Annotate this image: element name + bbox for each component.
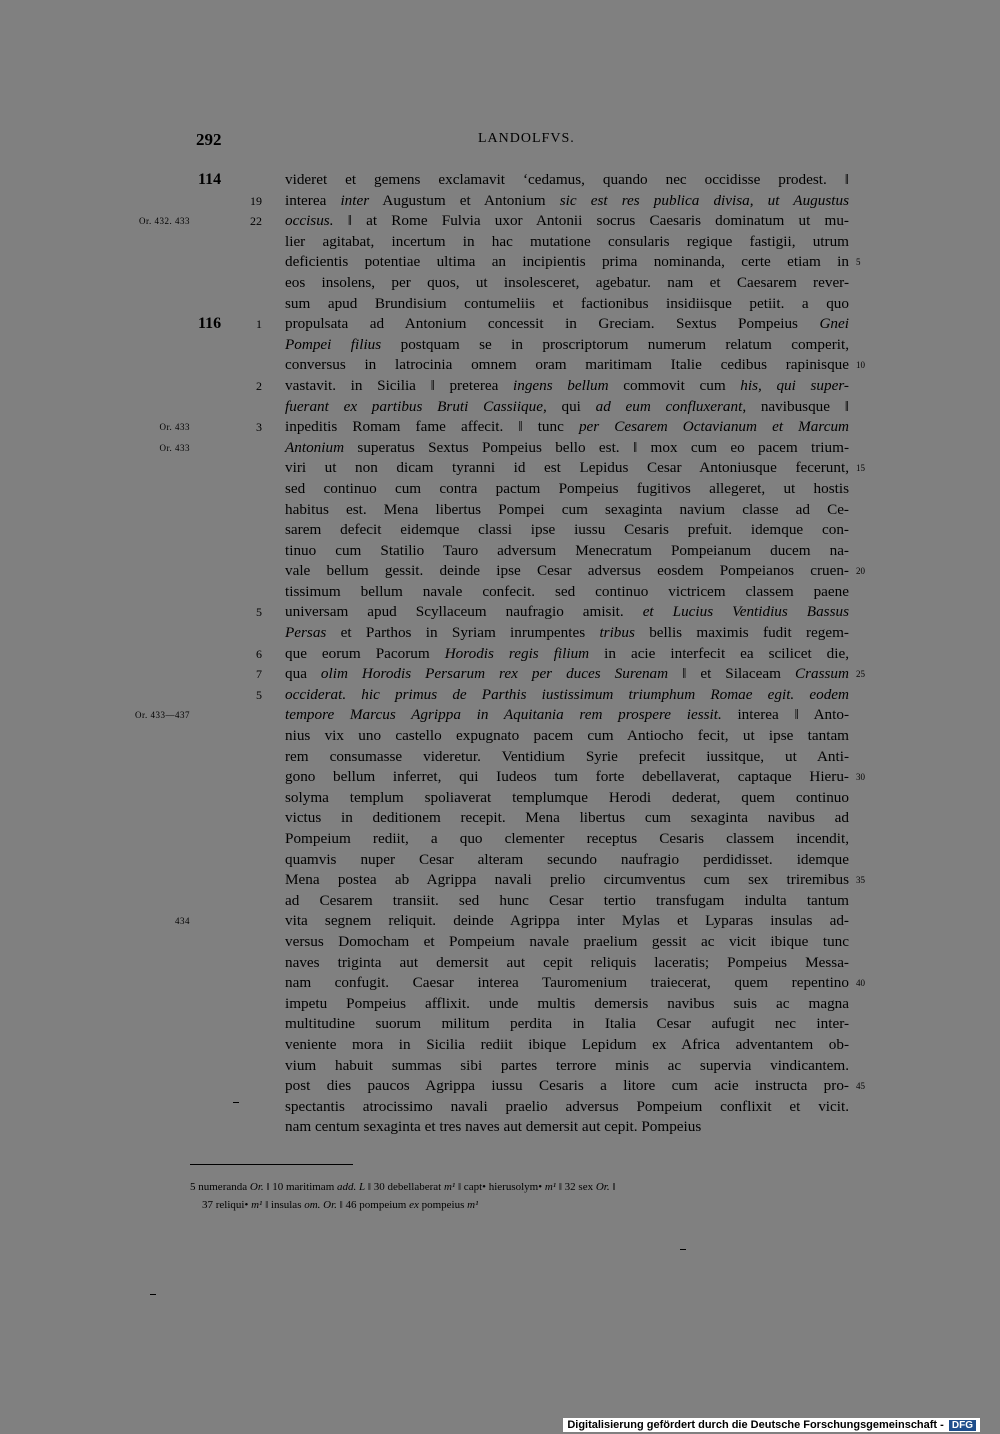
line-number: 40 [856, 978, 865, 989]
text-line [0, 232, 1000, 253]
line-text: fuerant ex partibus Bruti Cassiique, qui ad eum confluxerant, navibusque ‖ [285, 397, 849, 415]
line-text: propulsata ad Antonium concessit in Greciam. Sextus Pompeius Gnei [285, 315, 849, 333]
footnote-line: 37 reliqui• m¹ ‖ insulas om. Or. ‖ 46 pompeium ex pompeius m¹ [202, 1199, 479, 1211]
line-text: versus Domocham et Pompeium navale praelium gessit ac vicit ibique tunc [285, 932, 849, 950]
line-text: veniente mora in Sicilia rediit ibique Lepidum ex Africa adventantem ob- [285, 1035, 849, 1053]
line-number: 35 [856, 875, 865, 886]
text-line [0, 623, 1000, 644]
line-text: interea inter Augustum et Antonium sic est res publica divisa, ut Augustus [285, 191, 849, 209]
line-number: 5 [856, 257, 861, 268]
text-line [0, 252, 1000, 273]
text-line [0, 644, 1000, 665]
line-number: 20 [856, 566, 865, 577]
line-number: 10 [856, 360, 865, 371]
line-text: nam confugit. Caesar interea Tauromenium traiecerat, quem repentino [285, 974, 849, 992]
dfg-logo: DFG [949, 1420, 976, 1431]
line-text: impetu Pompeius afflixit. unde multis demersis navibus suis ac magna [285, 994, 849, 1012]
text-line [0, 458, 1000, 479]
text-line [0, 582, 1000, 603]
main-text [0, 170, 1000, 1138]
line-text: tissimum bellum navale confecit. sed continuo victricem classem paene [285, 582, 849, 600]
line-text: Pompei filius postquam se in proscriptorum numerum relatum comperit, [285, 335, 849, 353]
line-text: inpeditis Romam fame affecit. ‖ tunc per Cesarem Octavianum et Marcum [285, 418, 850, 436]
source-section-number: 2 [256, 378, 262, 393]
text-line [0, 1076, 1000, 1097]
line-text: vastavit. in Sicilia ‖ preterea ingens bellum commovit cum his, qui super- [285, 376, 849, 394]
footnote-rule [190, 1164, 353, 1165]
text-line [0, 314, 1000, 335]
line-text: rem consumasse videretur. Ventidium Syrie prefecit iussitque, ut Anti- [285, 747, 849, 765]
footer-text: Digitalisierung gefördert durch die Deutsche Forschungsgemeinschaft - [567, 1419, 944, 1431]
text-line [0, 1014, 1000, 1035]
line-text: occiderat. hic primus de Parthis iustissimum triumphum Romae egit. eodem [285, 685, 849, 703]
text-line [0, 541, 1000, 562]
line-text: qua olim Horodis Persarum rex per duces Surenam ‖ et Silaceam Crassum [285, 665, 849, 683]
text-line [0, 520, 1000, 541]
text-line [0, 788, 1000, 809]
margin-mark [150, 1294, 156, 1295]
line-text: tinuo cum Statilio Tauro adversum Menecratum Pompeianum ducem na- [285, 541, 849, 559]
text-line [0, 500, 1000, 521]
line-text: gono bellum inferret, qui Iudeos tum forte debellaverat, captaque Hieru- [285, 768, 849, 786]
line-text: vita segnem reliquit. deinde Agrippa inter Mylas et Lyparas insulas ad- [285, 912, 849, 930]
line-text: Mena postea ab Agrippa navali prelio circumventus cum sex triremibus [285, 871, 849, 889]
text-line [0, 397, 1000, 418]
orosius-reference: 434 [175, 916, 190, 927]
text-line [0, 273, 1000, 294]
source-section-number: 3 [256, 420, 262, 435]
sponsor-footer [563, 1418, 980, 1432]
text-line [0, 891, 1000, 912]
line-text: sum apud Brundisium contumeliis et factionibus insidiisque petiit. a quo [285, 294, 849, 312]
line-text: videret et gemens exclamavit ‘cedamus, quando nec occidisse prodest. ‖ [285, 171, 849, 188]
text-line [0, 602, 1000, 623]
text-line [0, 747, 1000, 768]
text-line [0, 191, 1000, 212]
line-text: ad Cesarem transiit. sed hunc Cesar tertio transfugam indulta tantum [285, 891, 849, 909]
line-text: deficientis potentiae ultima an incipientis prima nominanda, certe etiam in [285, 253, 849, 271]
text-line [0, 355, 1000, 376]
line-text: conversus in latrocinia omnem oram maritimam Italie cedibus rapinisque [285, 356, 849, 374]
line-number: 15 [856, 463, 865, 474]
text-line [0, 953, 1000, 974]
text-line [0, 1056, 1000, 1077]
source-section-number: 19 [250, 193, 262, 208]
line-text: solyma templum spoliaverat templumque Herodi dederat, quem continuo [285, 788, 849, 806]
orosius-reference: Or. 433—437 [135, 710, 190, 721]
line-text: universam apud Scyllaceum naufragio amisit. et Lucius Ventidius Bassus [285, 603, 849, 621]
margin-mark [233, 1102, 239, 1103]
line-text: victus in deditionem recepit. Mena libertus cum sexaginta navibus ad [285, 809, 849, 827]
line-text: Antonium superatus Sextus Pompeius bello est. ‖ mox cum eo pacem trium- [285, 438, 849, 456]
text-line [0, 973, 1000, 994]
source-section-number: 22 [250, 214, 262, 229]
running-title: LANDOLFVS. [478, 131, 575, 146]
line-text: que eorum Pacorum Horodis regis filium in acie interfecit ea scilicet die, [285, 644, 849, 662]
orosius-reference: Or. 433 [159, 422, 190, 433]
text-line [0, 870, 1000, 891]
source-section-number: 6 [256, 646, 262, 661]
text-line [0, 1097, 1000, 1118]
line-number: 30 [856, 772, 865, 783]
page-number: 292 [196, 130, 222, 149]
footnote-line: 5 numeranda Or. ‖ 10 maritimam add. L ‖ 30 debellaberat m¹ ‖ capt• hierusolym• m¹ ‖ 32 sex Or. ‖ [190, 1181, 616, 1193]
orosius-reference: Or. 432. 433 [139, 216, 190, 227]
source-section-number: 1 [256, 317, 262, 332]
text-line [0, 335, 1000, 356]
source-section-number: 5 [256, 605, 262, 620]
line-text: post dies paucos Agrippa iussu Cesaris a litore cum acie instructa pro- [285, 1077, 849, 1095]
line-text: Persas et Parthos in Syriam inrumpentes tribus bellis maximis fudit regem- [285, 624, 849, 642]
text-line [0, 932, 1000, 953]
line-number: 45 [856, 1081, 865, 1092]
line-text: habitus est. Mena libertus Pompei cum sexaginta navium classe ad Ce- [285, 500, 849, 518]
line-text: naves triginta aut demersit aut cepit reliquis laceratis; Pompeius Messa- [285, 953, 849, 971]
source-section-number: 7 [256, 667, 262, 682]
text-line [0, 376, 1000, 397]
text-line [0, 561, 1000, 582]
line-text: quamvis nuper Cesar alteram secundo naufragio perdidisset. idemque [285, 850, 849, 868]
line-text: sarem defecit eidemque classi ipse iussu Cesaris prefuit. idemque con- [285, 521, 849, 539]
text-line [0, 294, 1000, 315]
line-text: vium habuit summas sibi partes terrore minis ac supervia vindicantem. [285, 1056, 849, 1074]
line-text: multitudine suorum militum perdita in Italia Cesar aufugit nec inter- [285, 1015, 849, 1033]
line-text: nius vix uno castello expugnato pacem cum Antiocho fecit, ut ipse tantam [285, 727, 849, 745]
text-line [0, 211, 1000, 232]
text-line [0, 850, 1000, 871]
line-text: Pompeium rediit, a quo clementer receptus Cesaris classem incendit, [285, 830, 849, 847]
text-line [0, 829, 1000, 850]
text-line [0, 705, 1000, 726]
text-line [0, 911, 1000, 932]
source-chapter-number: 114 [198, 171, 222, 188]
line-text: nam centum sexaginta et tres naves aut demersit aut cepit. Pompeius [285, 1118, 702, 1136]
text-line [0, 417, 1000, 438]
text-line [0, 767, 1000, 788]
text-line [0, 1035, 1000, 1056]
text-line [0, 685, 1000, 706]
line-text: occisus. ‖ at Rome Fulvia uxor Antonii socrus Caesaris dominatum ut mu- [285, 212, 849, 230]
text-line [0, 994, 1000, 1015]
line-text: eos insolens, per quos, ut insolesceret, agebatur. nam et Caesarem rever- [285, 273, 849, 291]
margin-mark [680, 1249, 686, 1250]
line-text: sed continuo cum contra pactum Pompeius fugitivos allegeret, ut hostis [285, 479, 849, 497]
text-line [0, 726, 1000, 747]
text-line [0, 664, 1000, 685]
source-section-number: 5 [256, 687, 262, 702]
line-text: vale bellum gessit. deinde ipse Cesar adversus eosdem Pompeianos cruen- [285, 562, 849, 580]
text-line [0, 438, 1000, 459]
line-text: tempore Marcus Agrippa in Aquitania rem prospere iessit. interea ‖ Anto- [285, 706, 850, 724]
text-line [0, 479, 1000, 500]
line-number: 25 [856, 669, 865, 680]
line-text: viri ut non dicam tyranni id est Lepidus Cesar Antoniusque fecerunt, [285, 459, 849, 477]
orosius-reference: Or. 433 [159, 442, 190, 453]
line-text: spectantis atrocissimo navali praelio adversus Pompeium conflixit et vicit. [285, 1097, 849, 1115]
text-line [0, 808, 1000, 829]
source-chapter-number: 116 [198, 315, 222, 333]
line-text: lier agitabat, incertum in hac mutatione consularis regique fastigii, utrum [285, 232, 849, 250]
text-line [0, 170, 1000, 191]
text-line [0, 1117, 1000, 1138]
